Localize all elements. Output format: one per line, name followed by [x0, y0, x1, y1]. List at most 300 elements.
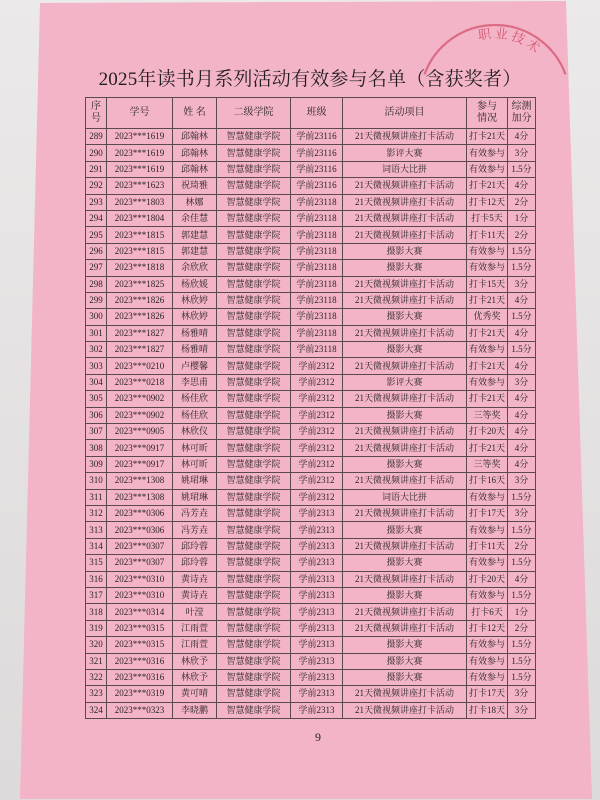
cell-name: 杨雅晴 — [173, 342, 217, 358]
cell-participation: 打卡21天 — [467, 129, 508, 145]
cell-points: 4分 — [508, 440, 536, 456]
cell-seq: 302 — [86, 342, 107, 358]
cell-seq: 323 — [86, 686, 107, 702]
cell-activity: 21天微视频讲座打卡活动 — [343, 391, 467, 407]
cell-student-id: 2023***1825 — [107, 276, 173, 292]
table-row — [86, 669, 536, 685]
cell-points: 4分 — [508, 424, 536, 440]
cell-class: 学前2312 — [291, 473, 343, 489]
cell-seq: 321 — [86, 653, 107, 669]
cell-participation: 打卡21天 — [467, 292, 508, 308]
header-participation: 参与 情况 — [467, 98, 508, 129]
cell-name: 林可昕 — [173, 456, 217, 472]
cell-class: 学前2313 — [291, 555, 343, 571]
table-row — [86, 325, 536, 341]
cell-student-id: 2023***0210 — [107, 358, 173, 374]
cell-student-id: 2023***0902 — [107, 407, 173, 423]
cell-participation: 打卡12天 — [467, 194, 508, 210]
cell-college: 智慧健康学院 — [217, 456, 291, 472]
cell-class: 学前23118 — [291, 309, 343, 325]
cell-activity: 21天微视频讲座打卡活动 — [343, 325, 467, 341]
table-row — [86, 309, 536, 325]
cell-college: 智慧健康学院 — [217, 227, 291, 243]
table-row — [86, 587, 536, 603]
cell-points: 4分 — [508, 178, 536, 194]
cell-activity: 21天微视频讲座打卡活动 — [343, 473, 467, 489]
cell-seq: 311 — [86, 489, 107, 505]
cell-student-id: 2023***1623 — [107, 178, 173, 194]
cell-activity: 21天微视频讲座打卡活动 — [343, 178, 467, 194]
cell-name: 余欣欣 — [173, 260, 217, 276]
table-row — [86, 210, 536, 226]
cell-participation: 三等奖 — [467, 407, 508, 423]
cell-participation: 打卡6天 — [467, 604, 508, 620]
participant-table — [85, 97, 536, 719]
cell-class: 学前2313 — [291, 604, 343, 620]
table-row — [86, 620, 536, 636]
cell-activity: 影评大赛 — [343, 145, 467, 161]
cell-college: 智慧健康学院 — [217, 686, 291, 702]
cell-student-id: 2023***0310 — [107, 571, 173, 587]
cell-activity: 摄影大赛 — [343, 407, 467, 423]
cell-activity: 21天微视频讲座打卡活动 — [343, 276, 467, 292]
cell-points: 3分 — [508, 473, 536, 489]
cell-activity: 21天微视频讲座打卡活动 — [343, 620, 467, 636]
cell-activity: 摄影大赛 — [343, 637, 467, 653]
cell-points: 2分 — [508, 227, 536, 243]
cell-name: 林欣予 — [173, 653, 217, 669]
cell-student-id: 2023***0917 — [107, 456, 173, 472]
cell-participation: 有效参与 — [467, 374, 508, 390]
cell-student-id: 2023***0315 — [107, 620, 173, 636]
cell-class: 学前2313 — [291, 620, 343, 636]
cell-participation: 打卡16天 — [467, 473, 508, 489]
cell-seq: 293 — [86, 194, 107, 210]
cell-class: 学前23116 — [291, 178, 343, 194]
cell-points: 3分 — [508, 276, 536, 292]
table-row — [86, 555, 536, 571]
cell-college: 智慧健康学院 — [217, 276, 291, 292]
cell-name: 余佳慧 — [173, 210, 217, 226]
document-title: 2025年读书月系列活动有效参与名单（含获奖者） — [98, 69, 522, 90]
cell-name: 林娜 — [173, 194, 217, 210]
cell-college: 智慧健康学院 — [217, 571, 291, 587]
header-college: 二级学院 — [217, 98, 291, 129]
cell-student-id: 2023***1619 — [107, 129, 173, 145]
cell-college: 智慧健康学院 — [217, 424, 291, 440]
cell-class: 学前2312 — [291, 407, 343, 423]
cell-class: 学前23118 — [291, 325, 343, 341]
cell-activity: 21天微视频讲座打卡活动 — [343, 571, 467, 587]
cell-class: 学前2313 — [291, 587, 343, 603]
cell-name: 邱翰林 — [173, 129, 217, 145]
cell-name: 邱玲蓉 — [173, 555, 217, 571]
cell-activity: 摄影大赛 — [343, 555, 467, 571]
cell-class: 学前23118 — [291, 292, 343, 308]
cell-college: 智慧健康学院 — [217, 178, 291, 194]
cell-class: 学前2313 — [291, 686, 343, 702]
cell-activity: 21天微视频讲座打卡活动 — [343, 194, 467, 210]
cell-seq: 313 — [86, 522, 107, 538]
table-body — [86, 129, 536, 719]
cell-college: 智慧健康学院 — [217, 342, 291, 358]
table-row — [86, 702, 536, 718]
seal-lettering: 职业技术 — [477, 25, 546, 58]
cell-name: 李思甫 — [173, 374, 217, 390]
cell-seq: 318 — [86, 604, 107, 620]
cell-participation: 打卡20天 — [467, 571, 508, 587]
cell-student-id: 2023***0917 — [107, 440, 173, 456]
cell-college: 智慧健康学院 — [217, 309, 291, 325]
cell-name: 林欣仪 — [173, 424, 217, 440]
cell-name: 江雨萱 — [173, 637, 217, 653]
table-row — [86, 391, 536, 407]
cell-points: 1.5分 — [508, 243, 536, 259]
cell-activity: 21天微视频讲座打卡活动 — [343, 538, 467, 554]
cell-college: 智慧健康学院 — [217, 129, 291, 145]
cell-college: 智慧健康学院 — [217, 522, 291, 538]
cell-student-id: 2023***1826 — [107, 309, 173, 325]
table-row — [86, 145, 536, 161]
cell-class: 学前2312 — [291, 374, 343, 390]
cell-seq: 314 — [86, 538, 107, 554]
cell-name: 姚珺琳 — [173, 473, 217, 489]
cell-student-id: 2023***0307 — [107, 555, 173, 571]
cell-participation: 打卡5天 — [467, 210, 508, 226]
cell-student-id: 2023***0218 — [107, 374, 173, 390]
cell-college: 智慧健康学院 — [217, 620, 291, 636]
table-row — [86, 129, 536, 145]
cell-activity: 摄影大赛 — [343, 587, 467, 603]
cell-points: 3分 — [508, 145, 536, 161]
cell-seq: 300 — [86, 309, 107, 325]
cell-points: 4分 — [508, 407, 536, 423]
cell-seq: 317 — [86, 587, 107, 603]
cell-college: 智慧健康学院 — [217, 210, 291, 226]
cell-student-id: 2023***0319 — [107, 686, 173, 702]
cell-points: 1.5分 — [508, 342, 536, 358]
cell-college: 智慧健康学院 — [217, 604, 291, 620]
cell-activity: 词语大比拼 — [343, 161, 467, 177]
cell-name: 黄诗垚 — [173, 587, 217, 603]
cell-student-id: 2023***1815 — [107, 227, 173, 243]
cell-college: 智慧健康学院 — [217, 653, 291, 669]
page-number: 9 — [315, 730, 321, 744]
cell-college: 智慧健康学院 — [217, 637, 291, 653]
cell-points: 1.5分 — [508, 669, 536, 685]
cell-participation: 打卡17天 — [467, 686, 508, 702]
cell-activity: 21天微视频讲座打卡活动 — [343, 210, 467, 226]
cell-college: 智慧健康学院 — [217, 505, 291, 521]
cell-points: 4分 — [508, 456, 536, 472]
cell-student-id: 2023***0323 — [107, 702, 173, 718]
cell-name: 林欣婷 — [173, 292, 217, 308]
cell-activity: 摄影大赛 — [343, 669, 467, 685]
cell-participation: 打卡12天 — [467, 620, 508, 636]
cell-college: 智慧健康学院 — [217, 440, 291, 456]
header-name: 姓 名 — [173, 98, 217, 129]
cell-class: 学前23118 — [291, 243, 343, 259]
cell-class: 学前23116 — [291, 161, 343, 177]
cell-name: 林欣予 — [173, 669, 217, 685]
cell-points: 1.5分 — [508, 653, 536, 669]
cell-name: 郭建慧 — [173, 243, 217, 259]
table-row — [86, 276, 536, 292]
cell-points: 1分 — [508, 210, 536, 226]
cell-participation: 打卡21天 — [467, 178, 508, 194]
cell-name: 祝琦雅 — [173, 178, 217, 194]
cell-activity: 21天微视频讲座打卡活动 — [343, 702, 467, 718]
cell-college: 智慧健康学院 — [217, 161, 291, 177]
cell-seq: 304 — [86, 374, 107, 390]
cell-college: 智慧健康学院 — [217, 407, 291, 423]
cell-college: 智慧健康学院 — [217, 243, 291, 259]
cell-college: 智慧健康学院 — [217, 391, 291, 407]
cell-student-id: 2023***0314 — [107, 604, 173, 620]
cell-seq: 290 — [86, 145, 107, 161]
cell-points: 1.5分 — [508, 309, 536, 325]
cell-points: 4分 — [508, 571, 536, 587]
cell-seq: 308 — [86, 440, 107, 456]
cell-activity: 摄影大赛 — [343, 243, 467, 259]
table-row — [86, 358, 536, 374]
table-row — [86, 178, 536, 194]
cell-college: 智慧健康学院 — [217, 669, 291, 685]
table-row — [86, 243, 536, 259]
cell-participation: 打卡11天 — [467, 227, 508, 243]
cell-name: 冯芳垚 — [173, 522, 217, 538]
cell-participation: 打卡21天 — [467, 440, 508, 456]
cell-college: 智慧健康学院 — [217, 538, 291, 554]
cell-name: 杨欣媛 — [173, 276, 217, 292]
cell-name: 江雨萱 — [173, 620, 217, 636]
cell-college: 智慧健康学院 — [217, 555, 291, 571]
cell-student-id: 2023***1803 — [107, 194, 173, 210]
cell-activity: 21天微视频讲座打卡活动 — [343, 604, 467, 620]
cell-student-id: 2023***1619 — [107, 161, 173, 177]
cell-points: 3分 — [508, 686, 536, 702]
cell-name: 郭建慧 — [173, 227, 217, 243]
cell-seq: 299 — [86, 292, 107, 308]
cell-class: 学前2312 — [291, 456, 343, 472]
cell-points: 1.5分 — [508, 489, 536, 505]
table-row — [86, 440, 536, 456]
cell-student-id: 2023***0316 — [107, 669, 173, 685]
cell-name: 杨佳欣 — [173, 407, 217, 423]
table-row — [86, 260, 536, 276]
cell-class: 学前23118 — [291, 276, 343, 292]
cell-seq: 292 — [86, 178, 107, 194]
cell-name: 黄诗垚 — [173, 571, 217, 587]
cell-seq: 289 — [86, 129, 107, 145]
cell-seq: 319 — [86, 620, 107, 636]
cell-class: 学前2313 — [291, 637, 343, 653]
cell-seq: 294 — [86, 210, 107, 226]
cell-activity: 摄影大赛 — [343, 522, 467, 538]
cell-class: 学前23118 — [291, 227, 343, 243]
cell-activity: 摄影大赛 — [343, 260, 467, 276]
cell-participation: 打卡21天 — [467, 391, 508, 407]
cell-class: 学前2313 — [291, 538, 343, 554]
cell-points: 1.5分 — [508, 587, 536, 603]
cell-participation: 打卡20天 — [467, 424, 508, 440]
cell-class: 学前2312 — [291, 489, 343, 505]
table-row — [86, 227, 536, 243]
cell-student-id: 2023***1827 — [107, 342, 173, 358]
cell-name: 卢樱馨 — [173, 358, 217, 374]
cell-activity: 21天微视频讲座打卡活动 — [343, 227, 467, 243]
cell-name: 李晓鹏 — [173, 702, 217, 718]
cell-student-id: 2023***0307 — [107, 538, 173, 554]
cell-seq: 316 — [86, 571, 107, 587]
table-row — [86, 637, 536, 653]
cell-points: 1分 — [508, 604, 536, 620]
cell-activity: 21天微视频讲座打卡活动 — [343, 129, 467, 145]
cell-seq: 297 — [86, 260, 107, 276]
cell-seq: 324 — [86, 702, 107, 718]
table-row — [86, 505, 536, 521]
cell-participation: 打卡18天 — [467, 702, 508, 718]
cell-activity: 21天微视频讲座打卡活动 — [343, 358, 467, 374]
cell-seq: 320 — [86, 637, 107, 653]
cell-name: 邱翰林 — [173, 161, 217, 177]
header-student-id: 学号 — [107, 98, 173, 129]
cell-class: 学前2313 — [291, 522, 343, 538]
cell-participation: 有效参与 — [467, 489, 508, 505]
cell-participation: 有效参与 — [467, 145, 508, 161]
cell-student-id: 2023***1308 — [107, 489, 173, 505]
cell-participation: 三等奖 — [467, 456, 508, 472]
cell-seq: 296 — [86, 243, 107, 259]
cell-points: 2分 — [508, 194, 536, 210]
cell-participation: 有效参与 — [467, 243, 508, 259]
cell-activity: 摄影大赛 — [343, 653, 467, 669]
cell-seq: 307 — [86, 424, 107, 440]
cell-participation: 打卡15天 — [467, 276, 508, 292]
cell-points: 1.5分 — [508, 522, 536, 538]
cell-seq: 322 — [86, 669, 107, 685]
cell-class: 学前2312 — [291, 391, 343, 407]
cell-name: 林可昕 — [173, 440, 217, 456]
cell-points: 4分 — [508, 391, 536, 407]
cell-participation: 打卡17天 — [467, 505, 508, 521]
cell-activity: 21天微视频讲座打卡活动 — [343, 424, 467, 440]
cell-seq: 309 — [86, 456, 107, 472]
table-row — [86, 489, 536, 505]
cell-class: 学前23116 — [291, 145, 343, 161]
cell-activity: 21天微视频讲座打卡活动 — [343, 505, 467, 521]
cell-college: 智慧健康学院 — [217, 473, 291, 489]
cell-seq: 315 — [86, 555, 107, 571]
cell-college: 智慧健康学院 — [217, 374, 291, 390]
table-row — [86, 342, 536, 358]
table-row — [86, 653, 536, 669]
cell-participation: 有效参与 — [467, 555, 508, 571]
cell-college: 智慧健康学院 — [217, 194, 291, 210]
cell-class: 学前2313 — [291, 669, 343, 685]
cell-class: 学前2313 — [291, 702, 343, 718]
header-activity: 活动项目 — [343, 98, 467, 129]
cell-college: 智慧健康学院 — [217, 489, 291, 505]
cell-student-id: 2023***1818 — [107, 260, 173, 276]
cell-points: 2分 — [508, 620, 536, 636]
cell-class: 学前23118 — [291, 194, 343, 210]
cell-participation: 有效参与 — [467, 637, 508, 653]
cell-participation: 有效参与 — [467, 669, 508, 685]
cell-class: 学前23118 — [291, 210, 343, 226]
cell-points: 4分 — [508, 129, 536, 145]
cell-name: 邱玲蓉 — [173, 538, 217, 554]
cell-class: 学前2312 — [291, 424, 343, 440]
table-row — [86, 424, 536, 440]
table-row — [86, 374, 536, 390]
cell-points: 3分 — [508, 374, 536, 390]
cell-name: 杨雅晴 — [173, 325, 217, 341]
cell-activity: 词语大比拼 — [343, 489, 467, 505]
table-row — [86, 571, 536, 587]
cell-college: 智慧健康学院 — [217, 702, 291, 718]
header-seq: 序 号 — [86, 98, 107, 129]
cell-student-id: 2023***1804 — [107, 210, 173, 226]
cell-name: 黄可晴 — [173, 686, 217, 702]
cell-points: 2分 — [508, 538, 536, 554]
cell-college: 智慧健康学院 — [217, 325, 291, 341]
cell-participation: 有效参与 — [467, 161, 508, 177]
cell-participation: 有效参与 — [467, 342, 508, 358]
cell-seq: 310 — [86, 473, 107, 489]
cell-college: 智慧健康学院 — [217, 358, 291, 374]
cell-name: 叶滢 — [173, 604, 217, 620]
cell-student-id: 2023***0902 — [107, 391, 173, 407]
header-class: 班级 — [291, 98, 343, 129]
cell-points: 4分 — [508, 292, 536, 308]
cell-activity: 21天微视频讲座打卡活动 — [343, 292, 467, 308]
cell-student-id: 2023***1619 — [107, 145, 173, 161]
cell-points: 3分 — [508, 505, 536, 521]
cell-seq: 303 — [86, 358, 107, 374]
cell-seq: 295 — [86, 227, 107, 243]
cell-student-id: 2023***0306 — [107, 505, 173, 521]
cell-points: 4分 — [508, 358, 536, 374]
cell-participation: 有效参与 — [467, 653, 508, 669]
cell-college: 智慧健康学院 — [217, 292, 291, 308]
cell-class: 学前2313 — [291, 505, 343, 521]
cell-participation: 有效参与 — [467, 260, 508, 276]
cell-points: 4分 — [508, 325, 536, 341]
cell-participation: 打卡21天 — [467, 325, 508, 341]
cell-participation: 打卡21天 — [467, 358, 508, 374]
cell-participation: 打卡11天 — [467, 538, 508, 554]
cell-seq: 291 — [86, 161, 107, 177]
cell-student-id: 2023***1308 — [107, 473, 173, 489]
table-row — [86, 292, 536, 308]
cell-class: 学前2312 — [291, 440, 343, 456]
cell-class: 学前2313 — [291, 653, 343, 669]
cell-points: 1.5分 — [508, 555, 536, 571]
cell-activity: 摄影大赛 — [343, 309, 467, 325]
cell-seq: 298 — [86, 276, 107, 292]
cell-student-id: 2023***0316 — [107, 653, 173, 669]
table-row — [86, 538, 536, 554]
cell-name: 冯芳垚 — [173, 505, 217, 521]
cell-name: 姚珺琳 — [173, 489, 217, 505]
cell-class: 学前23116 — [291, 129, 343, 145]
cell-name: 杨佳欣 — [173, 391, 217, 407]
cell-student-id: 2023***1826 — [107, 292, 173, 308]
cell-activity: 影评大赛 — [343, 374, 467, 390]
cell-college: 智慧健康学院 — [217, 260, 291, 276]
cell-participation: 优秀奖 — [467, 309, 508, 325]
